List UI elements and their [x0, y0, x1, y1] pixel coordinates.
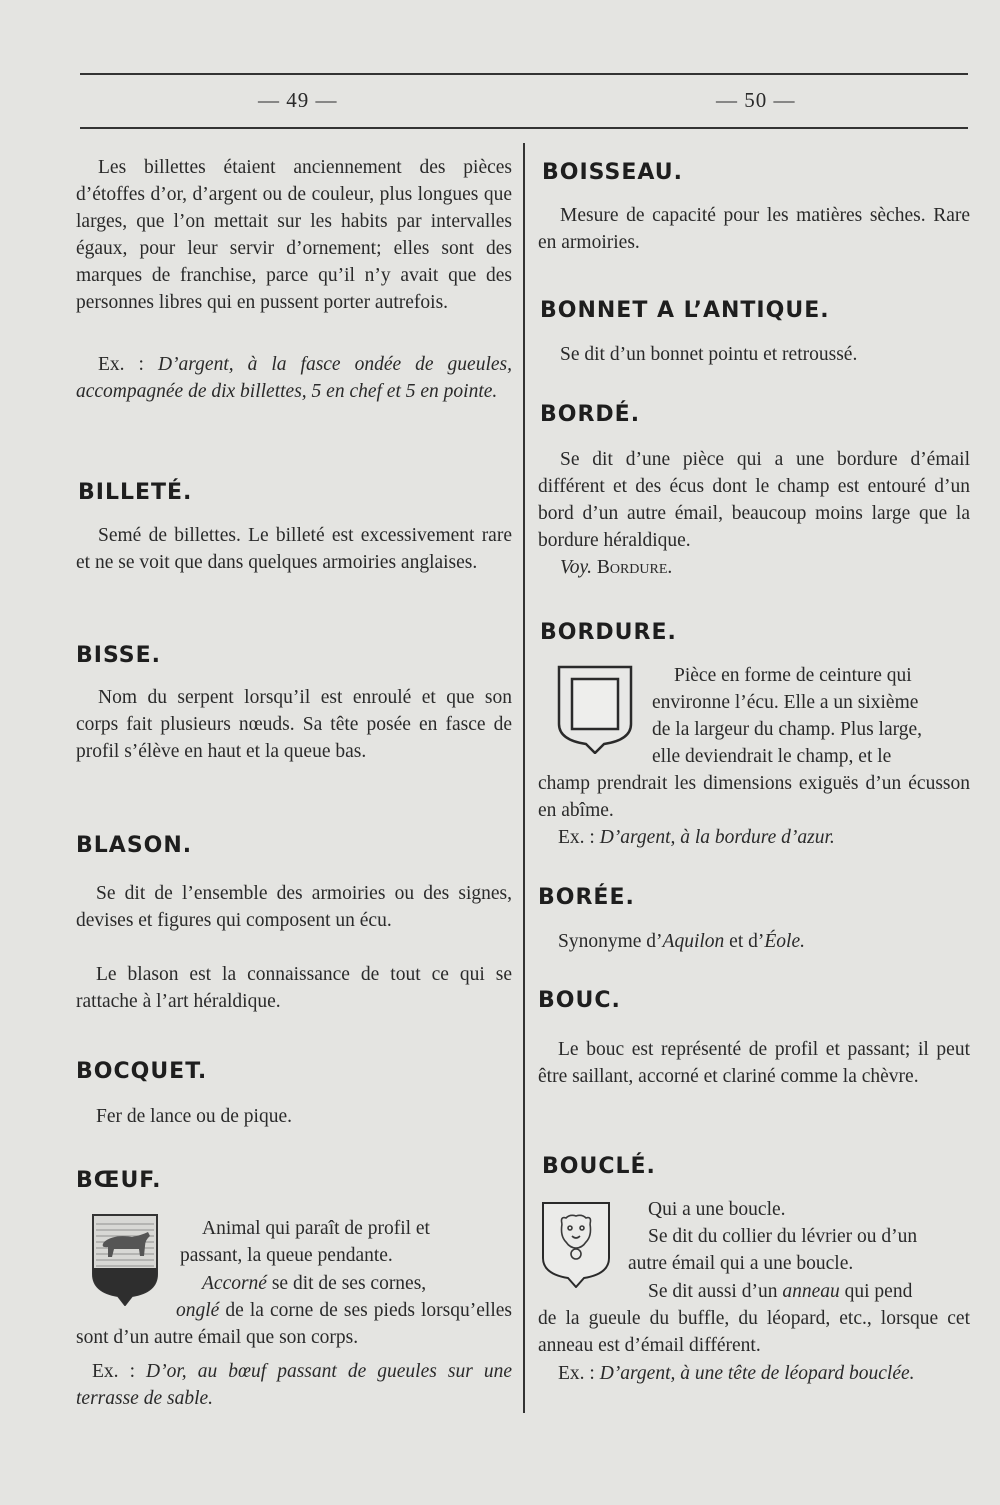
italic-term: Accorné [202, 1273, 267, 1294]
example-text: D’argent, à la bordure d’azur. [599, 827, 835, 848]
see-also-label: Voy. [560, 557, 592, 578]
bordure-line-5: champ prendrait les dimensions exiguës d’un écusson en abîme. [538, 773, 970, 821]
entry-title-boisseau: BOISSEAU. [542, 160, 683, 185]
header-rule-bottom [80, 127, 968, 129]
bordure-example [538, 824, 970, 851]
entry-title-boree: BORÉE. [538, 885, 635, 910]
entry-title-bouc: BOUC. [538, 988, 621, 1013]
see-also-reference: Bordure. [596, 557, 673, 578]
bouc-paragraph: Le bouc est représenté de profil et passant; il peut être saillant, accorné et clariné comme la chèvre. [538, 1039, 970, 1087]
entry-title-billete: BILLETÉ. [78, 480, 193, 505]
boeuf-line-3 [180, 1270, 512, 1297]
blason-paragraph-2: Le blason est la connaissance de tout ce qui se rattache à l’art héraldique. [76, 964, 512, 1012]
boeuf-shield-image [90, 1212, 160, 1306]
boeuf-example [76, 1358, 512, 1412]
boeuf-line-2: passant, la queue pendante. [180, 1245, 393, 1266]
page-number-right: — 50 — [716, 88, 796, 112]
boeuf-paragraph-onglé [76, 1297, 512, 1351]
bordure-line-1: Pièce en forme de ceinture qui [674, 665, 912, 686]
boucle-line-4 [628, 1278, 970, 1305]
boucle-line-4-a: Se dit aussi d’un [648, 1281, 783, 1302]
billete-paragraph: Semé de billettes. Le billeté est excessivement rare et ne se voit que dans quelques armoiries anglaises. [76, 525, 512, 573]
billettes-example [76, 351, 512, 405]
boucle-line-5: de la gueule du buffle, du léopard, etc., lorsque cet anneau est d’émail différent. [538, 1308, 970, 1356]
boucle-line-4-b: qui pend [839, 1281, 913, 1302]
boucle-example [538, 1360, 970, 1387]
boucle-line-1: Qui a une boucle. [648, 1199, 786, 1220]
italic-term: anneau [782, 1281, 840, 1302]
boree-text-a: Synonyme d’ [558, 931, 663, 952]
entry-title-borde: BORDÉ. [540, 402, 641, 427]
boucle-line-3: autre émail qui a une boucle. [628, 1253, 854, 1274]
bordure-shield-image [556, 664, 634, 754]
entry-title-bisse: BISSE. [76, 643, 162, 668]
boeuf-line-3-rest: se dit de ses cornes, [266, 1273, 427, 1294]
boree-text-c: et d’ [724, 931, 765, 952]
entry-title-bordure: BORDURE. [540, 620, 677, 645]
italic-term: onglé [176, 1300, 220, 1321]
entry-title-boucle: BOUCLÉ. [542, 1154, 656, 1179]
boree-paragraph [538, 928, 970, 955]
column-divider [523, 143, 525, 1413]
bonnet-paragraph: Se dit d’un bonnet pointu et retroussé. [560, 344, 858, 365]
header-rule-top [80, 73, 968, 75]
italic-term: Aquilon [662, 931, 725, 952]
bisse-paragraph: Nom du serpent lorsqu’il est enroulé et que son corps fait plusieurs nœuds. Sa tête posée en fasce de profil s’élève en haut et la queue bas. [76, 687, 512, 762]
boucle-line-2: Se dit du collier du lévrier ou d’un [648, 1226, 918, 1247]
bordure-line-4: elle deviendrait le champ, et le [652, 746, 892, 767]
page-number-left: — 49 — [258, 88, 338, 112]
example-text: D’or, au bœuf passant de gueules sur une terrasse de sable. [76, 1361, 513, 1409]
boisseau-paragraph: Mesure de capacité pour les matières sèches. Rare en armoiries. [538, 205, 970, 253]
example-label: Ex. : [558, 1363, 595, 1384]
bordure-line-3: de la largeur du champ. Plus large, [652, 719, 923, 740]
borde-see-also [538, 554, 970, 581]
bordure-line-2: environne l’écu. Elle a un sixième [652, 692, 919, 713]
billettes-paragraph: Les billettes étaient anciennement des pièces d’étoffes d’or, d’argent ou de couleur, plus longues que larges, que l’on mettait sur les habits par intervalles égaux, pour leur servir d’ornement; elles sont des marques de franchise, parce qu’il n’y avait que des personnes libres qui en pussent porter autrefois. [76, 157, 512, 313]
italic-term: Éole. [764, 931, 805, 952]
boucle-shield-image [540, 1200, 612, 1288]
example-label: Ex. : [92, 1361, 135, 1382]
boeuf-line-1: Animal qui paraît de profil et [202, 1218, 430, 1239]
entry-title-bonnet: BONNET A L’ANTIQUE. [540, 298, 830, 323]
boeuf-paragraph-onglé-rest: de la corne de ses pieds lorsqu’elles sont d’un autre émail que son corps. [76, 1300, 512, 1348]
example-text: D’argent, à une tête de léopard bouclée. [599, 1363, 915, 1384]
example-label: Ex. : [558, 827, 595, 848]
bocquet-paragraph: Fer de lance ou de pique. [96, 1106, 293, 1127]
entry-title-bocquet: BOCQUET. [76, 1059, 208, 1084]
entry-title-boeuf: BŒUF. [76, 1168, 162, 1193]
entry-title-blason: BLASON. [76, 833, 193, 858]
example-label: Ex. : [98, 354, 144, 375]
example-text: D’argent, à la fasce ondée de gueules, accompagnée de dix billettes, 5 en chef et 5 en pointe. [76, 354, 512, 402]
blason-paragraph-1: Se dit de l’ensemble des armoiries ou des signes, devises et figures qui composent un écu. [76, 883, 512, 931]
borde-paragraph: Se dit d’une pièce qui a une bordure d’émail différent et des écus dont le champ est entouré d’un bord d’un autre émail, beaucoup moins large que la bordure héraldique. [538, 449, 970, 551]
